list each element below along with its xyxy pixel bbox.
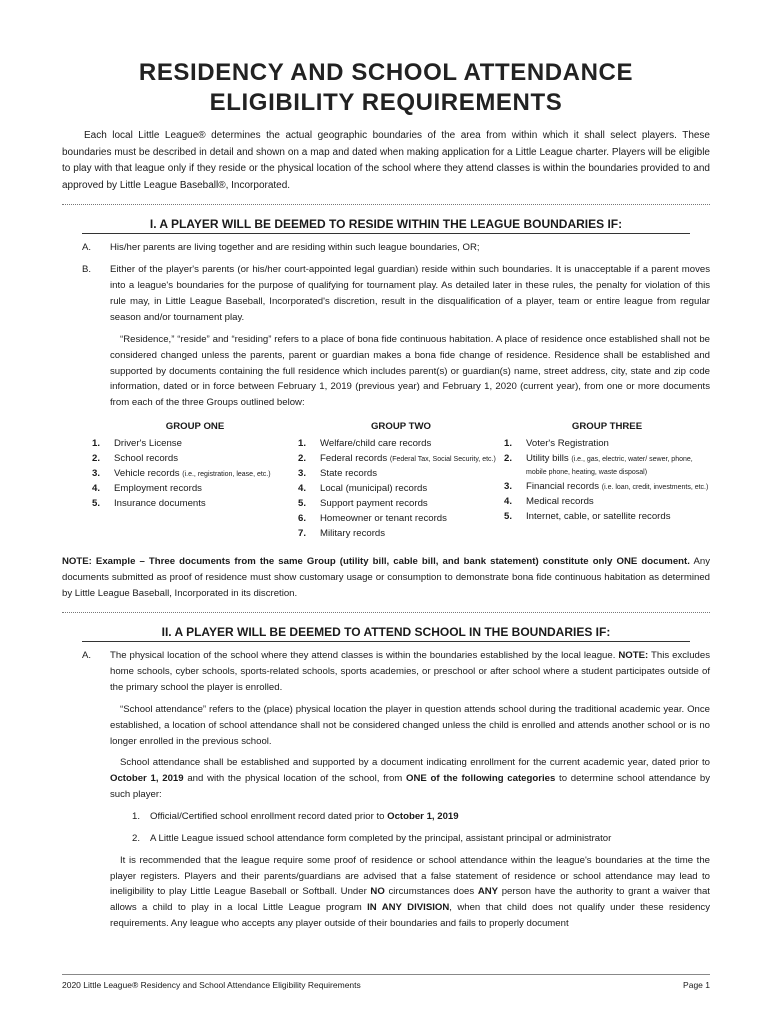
section-2-item-a	[62, 648, 710, 696]
group-item-text	[320, 452, 496, 465]
bold-text: NO	[370, 886, 385, 898]
note-text: This excludes home schools, cyber schools, sports-related schools, sports academies, or preschool or after school where a student participates outside of the primary school the player is enrolled.	[110, 649, 710, 693]
group-item-text	[526, 495, 594, 508]
bold-text: ONE of the following categories	[406, 773, 556, 785]
attendance-option-2	[132, 831, 710, 847]
group-item	[504, 495, 710, 508]
group-item	[504, 452, 710, 478]
group-item-text	[320, 437, 431, 450]
group-item-note: (i.e. loan, credit, investments, etc.)	[601, 483, 709, 491]
group-item-label: Internet, cable, or satellite records	[526, 510, 671, 522]
group-item-number: 2.	[298, 452, 307, 464]
group-item-text	[526, 510, 671, 523]
title-line-1: RESIDENCY AND SCHOOL ATTENDANCE	[138, 59, 634, 86]
document-groups	[92, 421, 710, 542]
group-item-label: Homeowner or tenant records	[320, 512, 447, 524]
group-item	[298, 482, 504, 495]
section-1-heading: I. A PLAYER WILL BE DEEMED TO RESIDE WITHIN THE LEAGUE BOUNDARIES IF:	[82, 217, 690, 234]
text: to determine school attendance by such player:	[110, 773, 710, 800]
group-item-text	[320, 527, 385, 540]
group-item	[298, 497, 504, 510]
group-item	[298, 527, 504, 540]
group-item-label: Medical records	[526, 495, 594, 507]
group-item	[92, 497, 298, 510]
group-item-label: Insurance documents	[114, 497, 206, 509]
group-item-number: 4.	[298, 482, 307, 494]
text: circumstances does	[384, 886, 478, 898]
text: , when that child does not qualify under these residency requirements. Any league who accepts any player outside of their boundaries and fails to properly document	[110, 902, 710, 929]
text: and with the physical location of the school, from	[183, 773, 407, 785]
item-text	[110, 648, 710, 696]
group-item-text	[114, 482, 202, 495]
section-1-item-b	[62, 262, 710, 326]
group-item-number: 1.	[298, 437, 307, 449]
group-item-number: 6.	[298, 512, 307, 524]
group-item-label: Support payment records	[320, 497, 428, 509]
group-item	[504, 510, 710, 523]
footer-title: 2020 Little League® Residency and School Attendance Eligibility Requirements	[62, 980, 361, 990]
group-item-text	[526, 437, 609, 450]
group-item-text	[114, 467, 271, 480]
group-item-number: 7.	[298, 527, 307, 539]
text: Official/Certified school enrollment record dated prior to	[150, 810, 388, 822]
item-a-text: The physical location of the school where they attend classes is within the boundaries established by the local league.	[110, 649, 616, 661]
group-item-text	[320, 497, 428, 510]
group-one	[92, 421, 298, 542]
group-item-label: Employment records	[114, 482, 202, 494]
group-item-label: Welfare/child care records	[320, 437, 432, 449]
group-item	[298, 452, 504, 465]
group-title: GROUP THREE	[571, 420, 643, 432]
group-item	[504, 480, 710, 493]
item-letter: A.	[82, 649, 92, 661]
group-item-label: Vehicle records	[114, 467, 180, 479]
item-letter: B.	[82, 264, 92, 275]
group-item-number: 4.	[92, 482, 101, 494]
dotted-divider	[62, 612, 710, 613]
group-item	[298, 437, 504, 450]
group-item-number: 2.	[92, 452, 101, 464]
bold-text: IN ANY DIVISION	[367, 902, 450, 914]
bold-text: ANY	[477, 886, 499, 898]
group-item-text	[114, 437, 182, 450]
item-text: Either of the player's parents (or his/her court-appointed legal guardian) reside within such boundaries. It is unacceptable if a parent moves into a league's boundaries for the purpose of qualifying for tournament play. As detailed later in these rules, the penalty for violation of this rule may, in Little League Baseball, Incorporated's discretion, result in the disqualification of a player, team or entire league from regular season and/or tournament play.	[110, 264, 710, 323]
group-item	[298, 512, 504, 525]
group-item-text	[114, 497, 206, 510]
recommendation-paragraph	[110, 853, 710, 932]
text: person have the authority to grant a waiver that allows a child to play in a local Little League program	[110, 886, 710, 914]
group-item-number: 1.	[92, 437, 101, 449]
group-item-number: 2.	[504, 452, 513, 464]
group-item-number: 3.	[92, 467, 101, 479]
intro-paragraph: Each local Little League® determines the actual geographic boundaries of the area from within which it shall select players. These boundaries must be described in detail and shown on a map and dated when making application for a Little League charter. Players will be eligible to play with that league only if they reside or the physical location of the school where they attend classes is within the boundaries provided to and approved by Little League Baseball®, Incorporated.	[62, 130, 710, 191]
group-two	[298, 421, 504, 542]
group-item-number: 3.	[298, 467, 307, 479]
title-line-2: ELIGIBILITY REQUIREMENTS	[209, 89, 563, 116]
list-number: 2.	[132, 832, 141, 844]
group-item-text	[526, 480, 708, 493]
group-item-note: (i.e., gas, electric, water/ sewer, phone, mobile phone, heating, waste disposal)	[526, 455, 693, 476]
group-item-number: 1.	[504, 437, 513, 449]
group-item-text	[114, 452, 178, 465]
group-item-number: 5.	[298, 497, 307, 509]
group-item-text	[320, 482, 427, 495]
group-item	[92, 437, 298, 450]
item-letter: A.	[82, 242, 92, 253]
group-item	[504, 437, 710, 450]
document-title	[62, 58, 710, 118]
page-footer	[62, 974, 710, 990]
page-number: Page 1	[683, 980, 710, 990]
date: October 1, 2019	[110, 773, 184, 785]
group-item-text	[526, 452, 710, 478]
note-text: Any documents submitted as proof of residence must show customary usage or consumption to demonstrate bona fide continuous habitation as determined by Little League Baseball, Incorporated in its discretion.	[62, 555, 710, 599]
text: It is recommended that the league require some proof of residence or school attendance within the league's boundaries at the time the player registers. Players and their parents/guardians are advised that a false statement of residence or school attendance may lead to ineligibility to play Little League Baseball or Softball. Under	[110, 854, 710, 898]
group-item-label: Financial records	[526, 480, 600, 492]
residence-definition: “Residence,” “reside” and “residing” refers to a place of bona fide continuous habitation. A place of residence once established shall not be considered changed unless the parents, parent or guardian makes a bona fide change of residence. Residence shall be established and supported by documents containing the full residence which includes parent(s) or guardian(s) name, street address, city, state and zip code information, dated or in force between February 1, 2019 (previous year) and February 1, 2020 (current year), from one or more documents from each of the three Groups outlined below:	[110, 334, 710, 409]
group-item-label: Military records	[320, 527, 386, 539]
attendance-option-1	[132, 809, 710, 825]
group-title: GROUP TWO	[370, 420, 432, 432]
group-item-label: Local (municipal) records	[320, 482, 428, 494]
list-text	[150, 809, 459, 825]
item-text: His/her parents are living together and are residing within such league boundaries, OR;	[110, 242, 480, 253]
text: School attendance shall be established and supported by a document indicating enrollment for the current academic year, dated prior to	[120, 757, 710, 769]
group-title: GROUP ONE	[165, 420, 225, 432]
section-1-item-a	[62, 240, 710, 256]
group-item-label: Voter's Registration	[526, 437, 609, 449]
group-item	[298, 467, 504, 480]
note-bold: NOTE: Example – Three documents from the same Group (utility bill, cable bill, and bank statement) constitute only ONE document.	[62, 555, 690, 567]
group-item-note: (i.e., registration, lease, etc.)	[182, 470, 271, 478]
list-number: 1.	[132, 810, 141, 822]
group-item	[92, 467, 298, 480]
group-item-number: 5.	[92, 497, 101, 509]
group-item-number: 4.	[504, 495, 513, 507]
group-item-label: School records	[114, 452, 178, 464]
note-paragraph	[62, 554, 710, 602]
dotted-divider	[62, 204, 710, 205]
group-item-label: Utility bills	[526, 452, 569, 464]
group-item	[92, 452, 298, 465]
attendance-definition: “School attendance” refers to the (place) physical location the player in question attends school during the traditional academic year. Once established, a location of school attendance shall not be considered changed unless the child is enrolled and attends another school or is no longer enrolled in the previous school.	[110, 703, 710, 747]
group-three	[504, 421, 710, 542]
section-2-heading: II. A PLAYER WILL BE DEEMED TO ATTEND SCHOOL IN THE BOUNDARIES IF:	[82, 625, 690, 642]
group-item-label: State records	[320, 467, 378, 479]
group-item	[92, 482, 298, 495]
attendance-establishment	[110, 755, 710, 802]
group-item-note: (Federal Tax, Social Security, etc.)	[389, 455, 496, 463]
date: October 1, 2019	[387, 810, 459, 822]
group-item-label: Federal records	[320, 452, 388, 464]
group-item-text	[320, 512, 447, 525]
group-item-number: 5.	[504, 510, 513, 522]
group-item-label: Driver's License	[114, 437, 182, 449]
group-item-text	[320, 467, 377, 480]
list-text: A Little League issued school attendance form completed by the principal, assistant principal or administrator	[150, 832, 612, 844]
note-label: NOTE:	[618, 649, 649, 661]
document-page	[62, 58, 710, 932]
group-item-number: 3.	[504, 480, 513, 492]
